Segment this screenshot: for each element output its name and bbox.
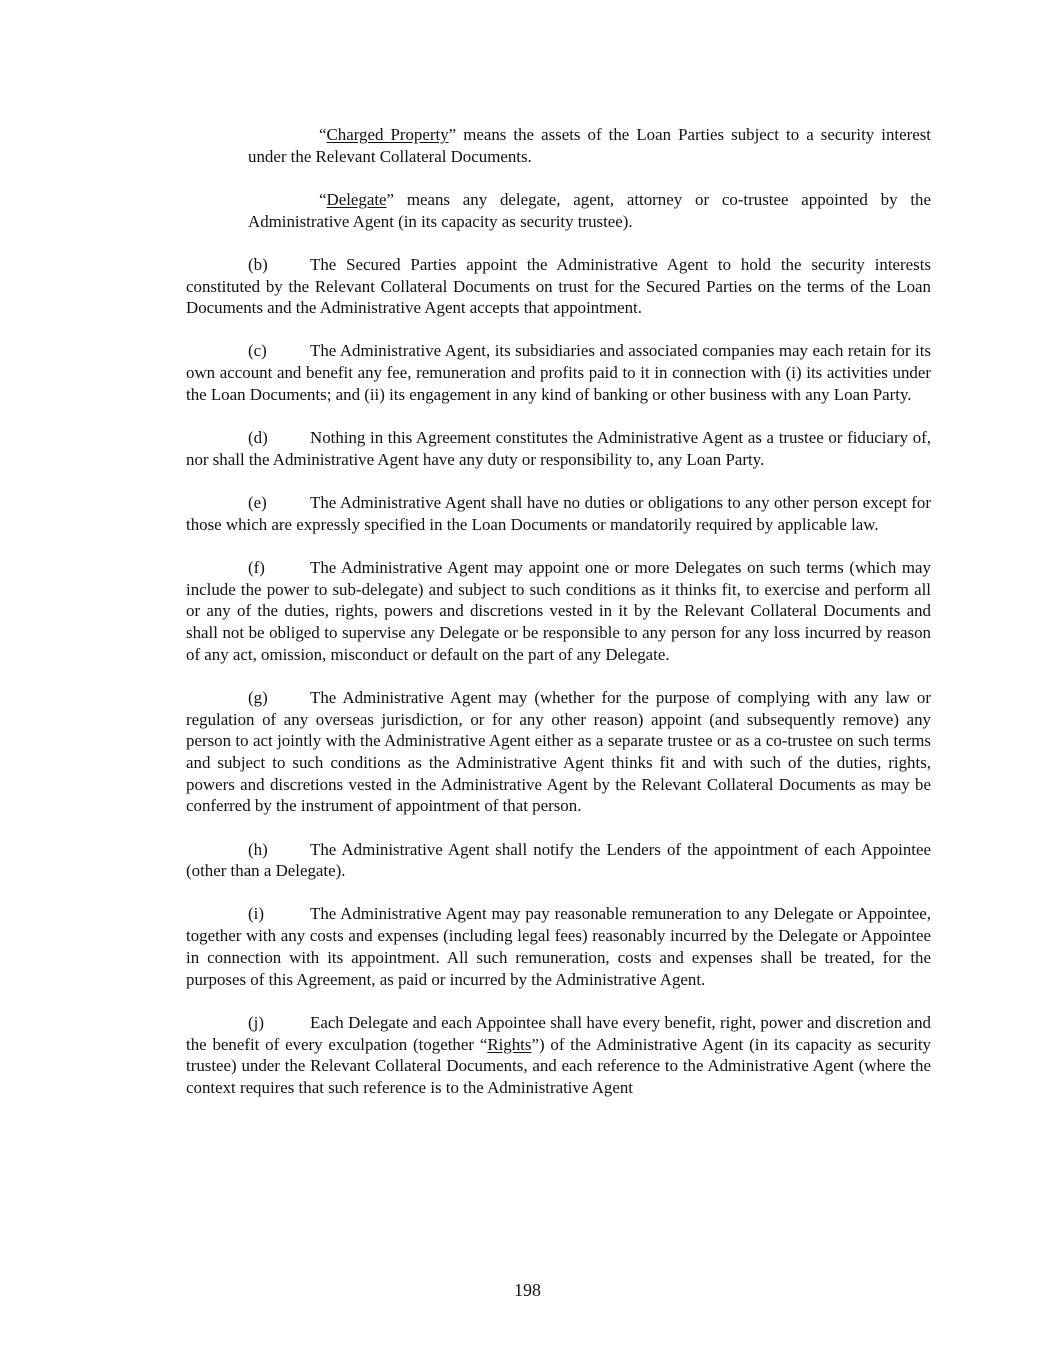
clause-b [186, 254, 931, 319]
clause-text: The Administrative Agent may appoint one or more Delegates on such terms (which may include the power to sub-delegate) and subject to such conditions as it thinks fit, to exercise and perform all or any of the duties, rights, powers and discretions vested in it by the Relevant Collateral Documents and shall not be obliged to supervise any Delegate or be responsible to any person for any loss incurred by reason of any act, omission, misconduct or default on the part of any Delegate. [186, 557, 931, 664]
clause-g [186, 687, 931, 817]
page-number: 198 [514, 1280, 541, 1300]
clause-j: (j) Each Delegate and each Appointee shall have every benefit, right, power and discretion and the benefit of every exculpation (together “Rights”) of the Administrative Agent (in its capacity as security trustee) under the Relevant Collateral Documents, and each reference to the Administrative Agent (where the context requires that such reference is to the Administrative Agent [186, 1012, 931, 1097]
clause-number: (j) [248, 1012, 264, 1032]
clause-number: (b) [248, 254, 268, 274]
clause-h [186, 839, 931, 882]
clause-number: (g) [248, 687, 268, 707]
definition-delegate: “Delegate” means any delegate, agent, attorney or co-trustee appointed by the Administrative Agent (in its capacity as security trustee). [248, 189, 931, 231]
clause-d [186, 427, 931, 470]
definition-charged-property: “Charged Property” means the assets of the Loan Parties subject to a security interest under the Relevant Collateral Documents. [248, 125, 931, 166]
defined-term: Rights [487, 1034, 532, 1054]
clause-text: The Administrative Agent, its subsidiaries and associated companies may each retain for its own account and benefit any fee, remuneration and profits paid to it in connection with (i) its activities under the Loan Documents; and (ii) its engagement in any kind of banking or other business with any Loan Party. [186, 341, 931, 404]
clause-number: (e) [248, 492, 267, 512]
clause-text: The Administrative Agent shall notify the Lenders of the appointment of each Appointee (other than a Delegate). [186, 839, 931, 881]
document-body [186, 124, 931, 1120]
clause-text: The Administrative Agent may pay reasonable remuneration to any Delegate or Appointee, together with any costs and expenses (including legal fees) reasonably incurred by the Delegate or Appointee in connection with its appointment. All such remuneration, costs and expenses shall be treated, for the purposes of this Agreement, as paid or incurred by the Administrative Agent. [186, 904, 931, 989]
clause-e [186, 492, 931, 535]
clause-number: (c) [248, 341, 267, 361]
clause-text: Nothing in this Agreement constitutes the Administrative Agent as a trustee or fiduciary of, nor shall the Administrative Agent have any duty or responsibility to, any Loan Party. [186, 428, 931, 469]
clause-c [186, 340, 931, 405]
clause-text: The Administrative Agent shall have no duties or obligations to any other person except for those which are expressly specified in the Loan Documents or mandatorily required by applicable law. [186, 492, 931, 534]
defined-term: Charged Property [326, 125, 449, 144]
clause-number: (h) [248, 839, 268, 859]
clause-number: (f) [248, 557, 265, 577]
clause-f [186, 557, 931, 666]
clause-number: (d) [248, 428, 268, 448]
clause-text: The Secured Parties appoint the Administrative Agent to hold the security interests constituted by the Relevant Collateral Documents on trust for the Secured Parties on the terms of the Loan Documents and the Administrative Agent accepts that appointment. [186, 254, 931, 318]
defined-term: Delegate [326, 189, 387, 209]
clause-number: (i) [248, 904, 264, 924]
clause-i [186, 903, 931, 990]
clause-text: The Administrative Agent may (whether for the purpose of complying with any law or regulation of any overseas jurisdiction, or for any other reason) appoint (and subsequently remove) any person to act jointly with the Administrative Agent either as a separate trustee or as a co-trustee on such terms and subject to such conditions as the Administrative Agent thinks fit and with such of the duties, rights, powers and discretions vested in the Administrative Agent by the Relevant Collateral Documents as may be conferred by the instrument of appointment of that person. [186, 687, 931, 816]
